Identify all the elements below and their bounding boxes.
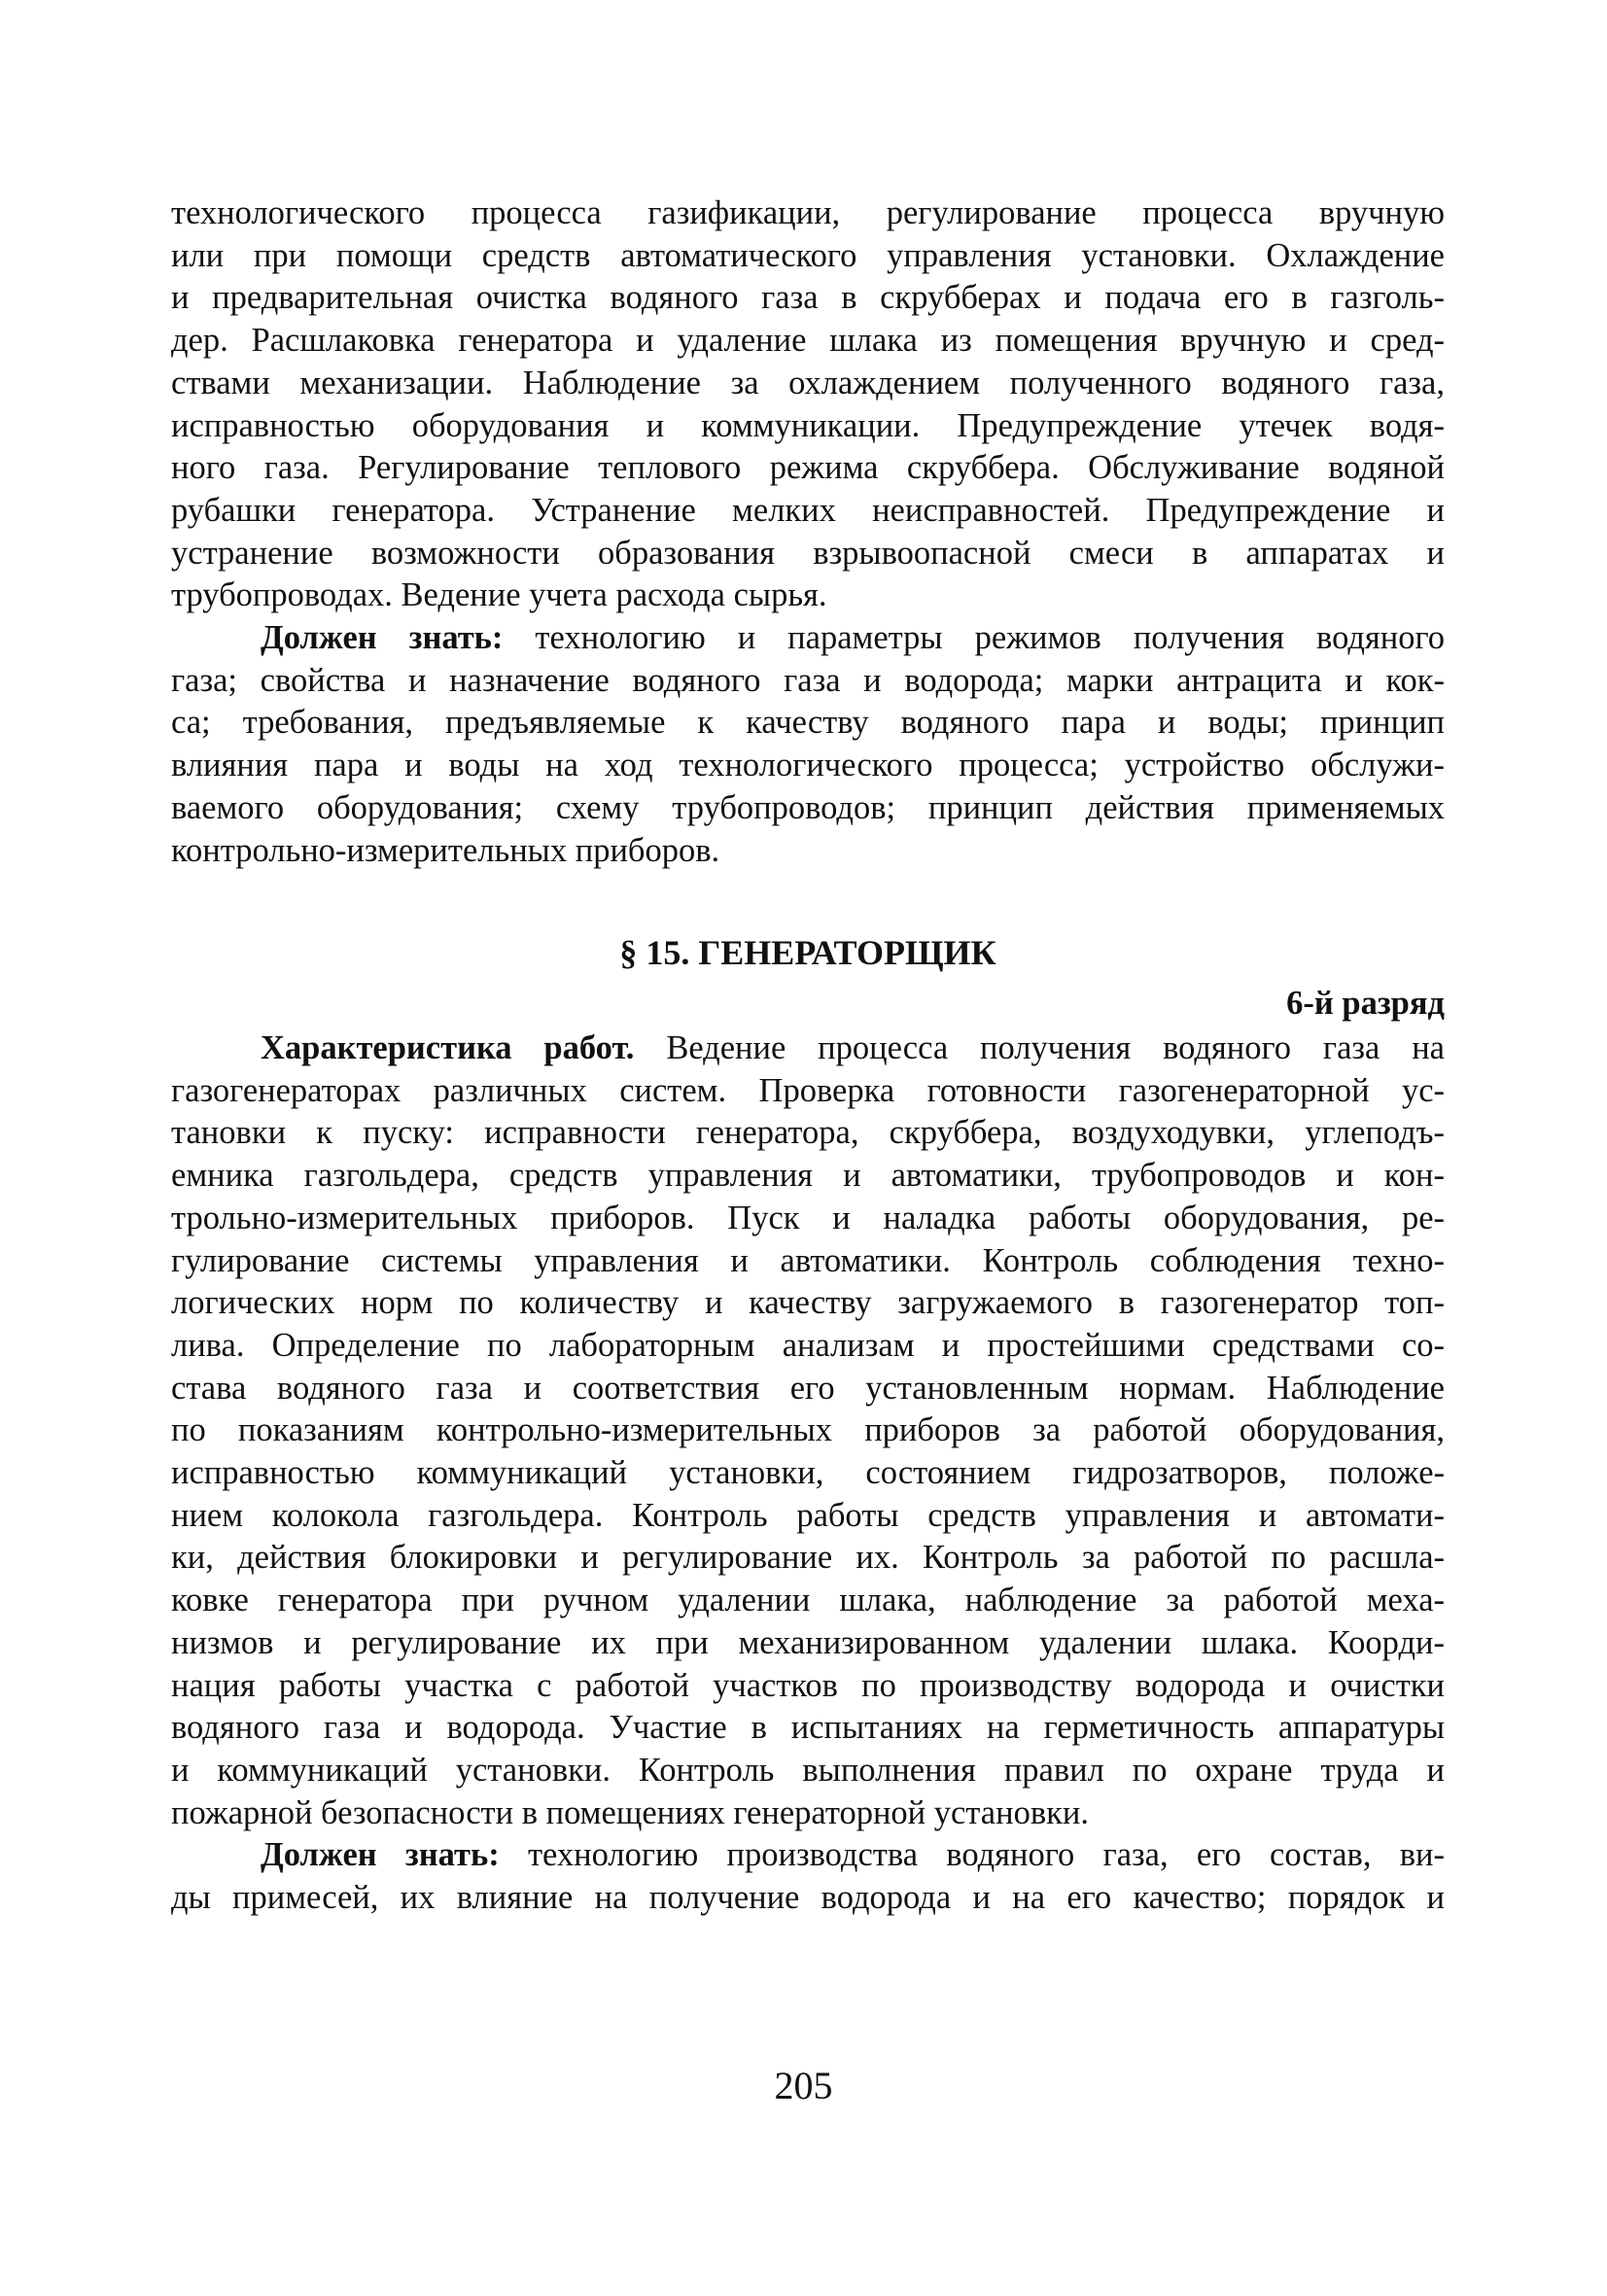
text-line: по показаниям контрольно-измерительных приборов за работой оборудования, <box>171 1411 1445 1449</box>
text-line: емника газгольдера, средств управления и автоматики, трубопроводов и кон- <box>171 1157 1445 1195</box>
text-line: ного газа. Регулирование теплового режима скруббера. Обслуживание водяной <box>171 449 1445 487</box>
must-know-label: Должен знать: <box>261 619 504 657</box>
text-line: дер. Расшлаковка генератора и удаление шлака из помещения вручную и сред- <box>171 322 1445 360</box>
text-line: нация работы участка с работой участков по производству водорода и очистки <box>171 1666 1445 1704</box>
text-line: става водяного газа и соответствия его установленным нормам. Наблюдение <box>171 1369 1445 1407</box>
text-line: ковке генератора при ручном удалении шлака, наблюдение за работой меха- <box>171 1582 1445 1619</box>
text-line: пожарной безопасности в помещениях генераторной установки. <box>171 1793 1089 1831</box>
paragraph-must-know-1 <box>171 617 1445 872</box>
text-fragment: технологию и параметры режимов получения водяного <box>503 619 1445 657</box>
text-line: гулирование системы управления и автоматики. Контроль соблюдения техно- <box>171 1241 1445 1279</box>
text-line: трольно-измерительных приборов. Пуск и наладка работы оборудования, ре- <box>171 1199 1445 1236</box>
text-block-top <box>171 192 1445 872</box>
text-line: исправностью оборудования и коммуникации. Предупреждение утечек водя- <box>171 406 1445 444</box>
paragraph-work-description <box>171 192 1445 617</box>
text-line: контрольно-измерительных приборов. <box>171 831 720 869</box>
grade-heading: 6-й разряд <box>1286 985 1445 1022</box>
text-line: и предварительная очистка водяного газа в скрубберах и подача его в газголь- <box>171 279 1445 317</box>
text-fragment: Ведение процесса получения водяного газа на <box>634 1029 1445 1066</box>
text-fragment: технологию производства водяного газа, его состав, ви- <box>499 1836 1445 1874</box>
text-line: ваемого оборудования; схему трубопроводов; принцип действия применяемых <box>171 788 1445 826</box>
text-block-bottom <box>171 1027 1445 1920</box>
text-line: или при помощи средств автоматического управления установки. Охлаждение <box>171 236 1445 274</box>
text-line: влияния пара и воды на ход технологического процесса; устройство обслужи- <box>171 747 1445 784</box>
text-line: логических норм по количеству и качеству загружаемого в газогенератор топ- <box>171 1284 1445 1322</box>
text-line-first <box>171 1027 1445 1070</box>
must-know-label: Должен знать: <box>261 1836 500 1874</box>
text-line: рубашки генератора. Устранение мелких неисправностей. Предупреждение и <box>171 491 1445 529</box>
text-line: нием колокола газгольдера. Контроль работы средств управления и автомати- <box>171 1496 1445 1534</box>
text-line: и коммуникаций установки. Контроль выполнения правил по охране труда и <box>171 1751 1445 1789</box>
paragraph-must-know-2 <box>171 1834 1445 1919</box>
text-line: газа; свойства и назначение водяного газа и водорода; марки антрацита и кок- <box>171 661 1445 699</box>
text-line: газогенераторах различных систем. Проверка готовности газогенераторной ус- <box>171 1071 1445 1109</box>
text-line: водяного газа и водорода. Участие в испытаниях на герметичность аппаратуры <box>171 1709 1445 1747</box>
text-line: устранение возможности образования взрывоопасной смеси в аппаратах и <box>171 534 1445 572</box>
text-line: низмов и регулирование их при механизированном удалении шлака. Коорди- <box>171 1623 1445 1661</box>
text-line: са; требования, предъявляемые к качеству водяного пара и воды; принцип <box>171 704 1445 742</box>
page-number: 205 <box>774 2064 833 2107</box>
text-line: ды примесей, их влияние на получение водорода и на его качество; порядок и <box>171 1879 1445 1917</box>
text-line: трубопроводах. Ведение учета расхода сырья. <box>171 576 827 614</box>
text-line-first <box>171 617 1445 660</box>
paragraph-job-characteristics <box>171 1027 1445 1834</box>
text-line: ки, действия блокировки и регулирование их. Контроль за работой по расшла- <box>171 1539 1445 1577</box>
text-line: ствами механизации. Наблюдение за охлаждением полученного водяного газа, <box>171 364 1445 401</box>
text-line-first <box>171 1834 1445 1877</box>
text-line: тановки к пуску: исправности генератора, скруббера, воздуходувки, углеподъ- <box>171 1114 1445 1152</box>
characteristics-label: Характеристика работ. <box>261 1029 635 1066</box>
text-line: лива. Определение по лабораторным анализам и простейшими средствами со- <box>171 1326 1445 1364</box>
text-line: технологического процесса газификации, регулирование процесса вручную <box>171 194 1445 231</box>
section-title: § 15. ГЕНЕРАТОРЩИК <box>619 933 996 972</box>
text-line: исправностью коммуникаций установки, состоянием гидрозатворов, положе- <box>171 1454 1445 1492</box>
